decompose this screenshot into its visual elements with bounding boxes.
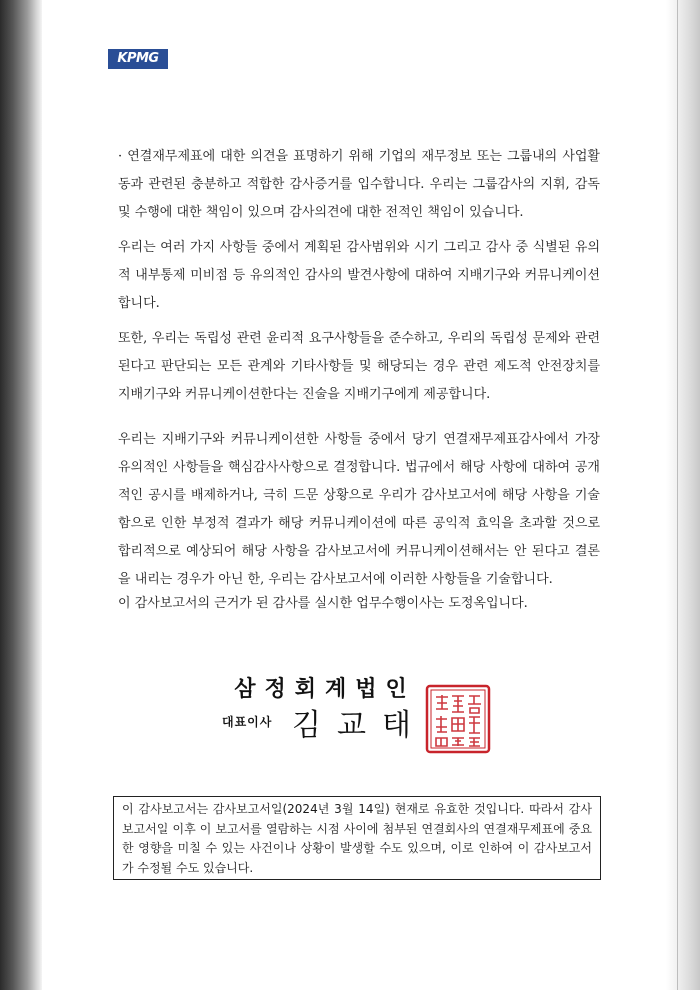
paragraph-independence: 또한, 우리는 독립성 관련 윤리적 요구사항들을 준수하고, 우리의 독립성 문제와 관련된다고 판단되는 모든 관계와 기타사항들 및 해당되는 경우 관련 제도적 안전장치를 지배기구와 커뮤니케이션한다는 진술을 지배기구에게 제공합니다.: [118, 331, 600, 402]
page-edge-line: [677, 0, 678, 990]
representative-name: 김교태: [292, 708, 427, 743]
paragraph-key-audit-matters: 우리는 지배기구와 커뮤니케이션한 사항들 중에서 당기 연결재무제표감사에서 가장 유의적인 사항들을 핵심감사사항으로 결정합니다. 법규에서 해당 사항에 대하여 공개적인 공시를 배제하거나, 극히 드문 상황으로 우리가 감사보고서에 해당 사항을 기술함으로 인한 부정적 결과가 해당 커뮤니케이션에 따른 공익적 효익을 초과할 것으로 합리적으로 예상되어 해당 사항을 감사보고서에 커뮤니케이션해서는 안 된다고 결론을 내리는 경우가 아닌 한, 우리는 감사보고서에 이러한 사항들을 기술합니다.: [118, 432, 600, 587]
firm-name: 삼정회계법인: [234, 677, 416, 702]
company-seal-stamp: [424, 683, 492, 755]
validity-notice-box: 이 감사보고서는 감사보고서일(2024년 3월 14일) 현재로 유효한 것입니다. 따라서 감사보고서일 이후 이 보고서를 열람하는 시점 사이에 첨부된 연결회사의 연결재무제표에 중요한 영향을 미칠 수 있는 사건이나 상황이 발생할 수도 있으며, 이로 인하여 이 감사보고서가 수정될 수도 있습니다.: [113, 796, 601, 880]
paragraph-group-audit: · 연결재무제표에 대한 의견을 표명하기 위해 기업의 재무정보 또는 그룹내의 사업활동과 관련된 충분하고 적합한 감사증거를 입수합니다. 우리는 그룹감사의 지휘, 감독 및 수행에 대한 책임이 있으며 감사의견에 대한 전적인 책임이 있습니다.: [118, 149, 600, 220]
book-spine-shadow: [0, 0, 42, 990]
page-edge: [666, 0, 700, 990]
representative-title: 대표이사: [222, 715, 273, 729]
paragraph-governance-communication: 우리는 여러 가지 사항들 중에서 계획된 감사범위와 시기 그리고 감사 중 식별된 유의적 내부통제 미비점 등 유의적인 감사의 발견사항에 대하여 지배기구와 커뮤니케이션합니다.: [118, 240, 600, 311]
paragraph-engagement-partner: 이 감사보고서의 근거가 된 감사를 실시한 업무수행이사는 도정옥입니다.: [118, 596, 528, 611]
kpmg-logo: KPMG: [108, 49, 168, 69]
